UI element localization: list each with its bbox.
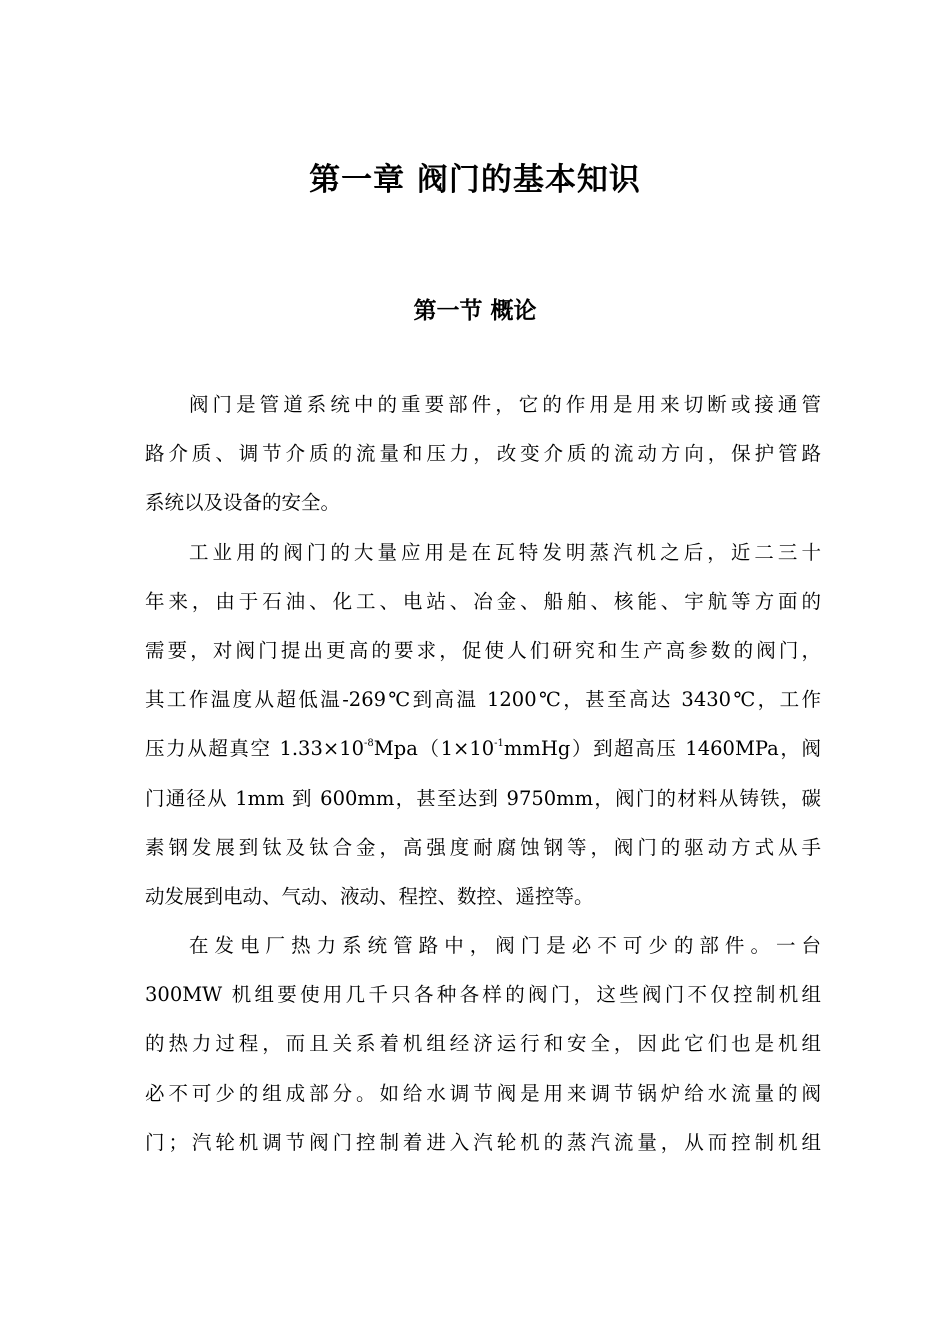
text-line: 在发电厂热力系统管路中，阀门是必不可少的部件。一台: [189, 934, 821, 958]
section-title: 第一节 概论: [413, 298, 537, 324]
text-line: 工业用的阀门的大量应用是在瓦特发明蒸汽机之后，近二三十: [189, 540, 821, 564]
text-line: 门；汽轮机调节阀门控制着进入汽轮机的蒸汽流量，从而控制机组: [145, 1130, 821, 1154]
text-line: 门通径从 1mm 到 600mm，甚至达到 9750mm，阀门的材料从铸铁，碳: [145, 786, 821, 810]
text-line-pressure: [145, 724, 821, 773]
paragraph-3: [145, 921, 821, 1167]
superscript-exponent: -1: [494, 738, 504, 750]
text-segment: 压力从超真空 1.33×10: [145, 737, 365, 761]
text-line: 年来，由于石油、化工、电站、冶金、船舶、核能、宇航等方面的: [145, 589, 821, 613]
text-line: 路介质、调节介质的流量和压力，改变介质的流动方向，保护管路: [145, 442, 821, 466]
paragraph-1: [145, 380, 821, 528]
text-line: 300MW 机组要使用几千只各种各样的阀门，这些阀门不仅控制机组: [145, 983, 821, 1007]
body-text: [145, 380, 821, 1167]
text-line: 动发展到电动、气动、液动、程控、数控、遥控等。: [145, 884, 594, 908]
text-line: 系统以及设备的安全。: [145, 491, 341, 515]
chapter-title: 第一章 阀门的基本知识: [309, 162, 641, 198]
text-segment: mmHg）到超高压 1460MPa，阀: [503, 737, 821, 761]
superscript-exponent: -8: [364, 738, 374, 750]
text-line: 素钢发展到钛及钛合金，高强度耐腐蚀钢等，阀门的驱动方式从手: [145, 835, 821, 859]
text-line: 的热力过程，而且关系着机组经济运行和安全，因此它们也是机组: [145, 1032, 821, 1056]
text-line: 其工作温度从超低温-269℃到高温 1200℃，甚至高达 3430℃，工作: [145, 688, 821, 712]
paragraph-2: [145, 528, 821, 922]
text-line: 必不可少的组成部分。如给水调节阀是用来调节锅炉给水流量的阀: [145, 1081, 821, 1105]
text-line: 需要，对阀门提出更高的要求，促使人们研究和生产高参数的阀门，: [145, 638, 821, 662]
text-segment: Mpa（1×10: [373, 737, 495, 761]
text-line: 阀门是管道系统中的重要部件，它的作用是用来切断或接通管: [189, 393, 821, 416]
